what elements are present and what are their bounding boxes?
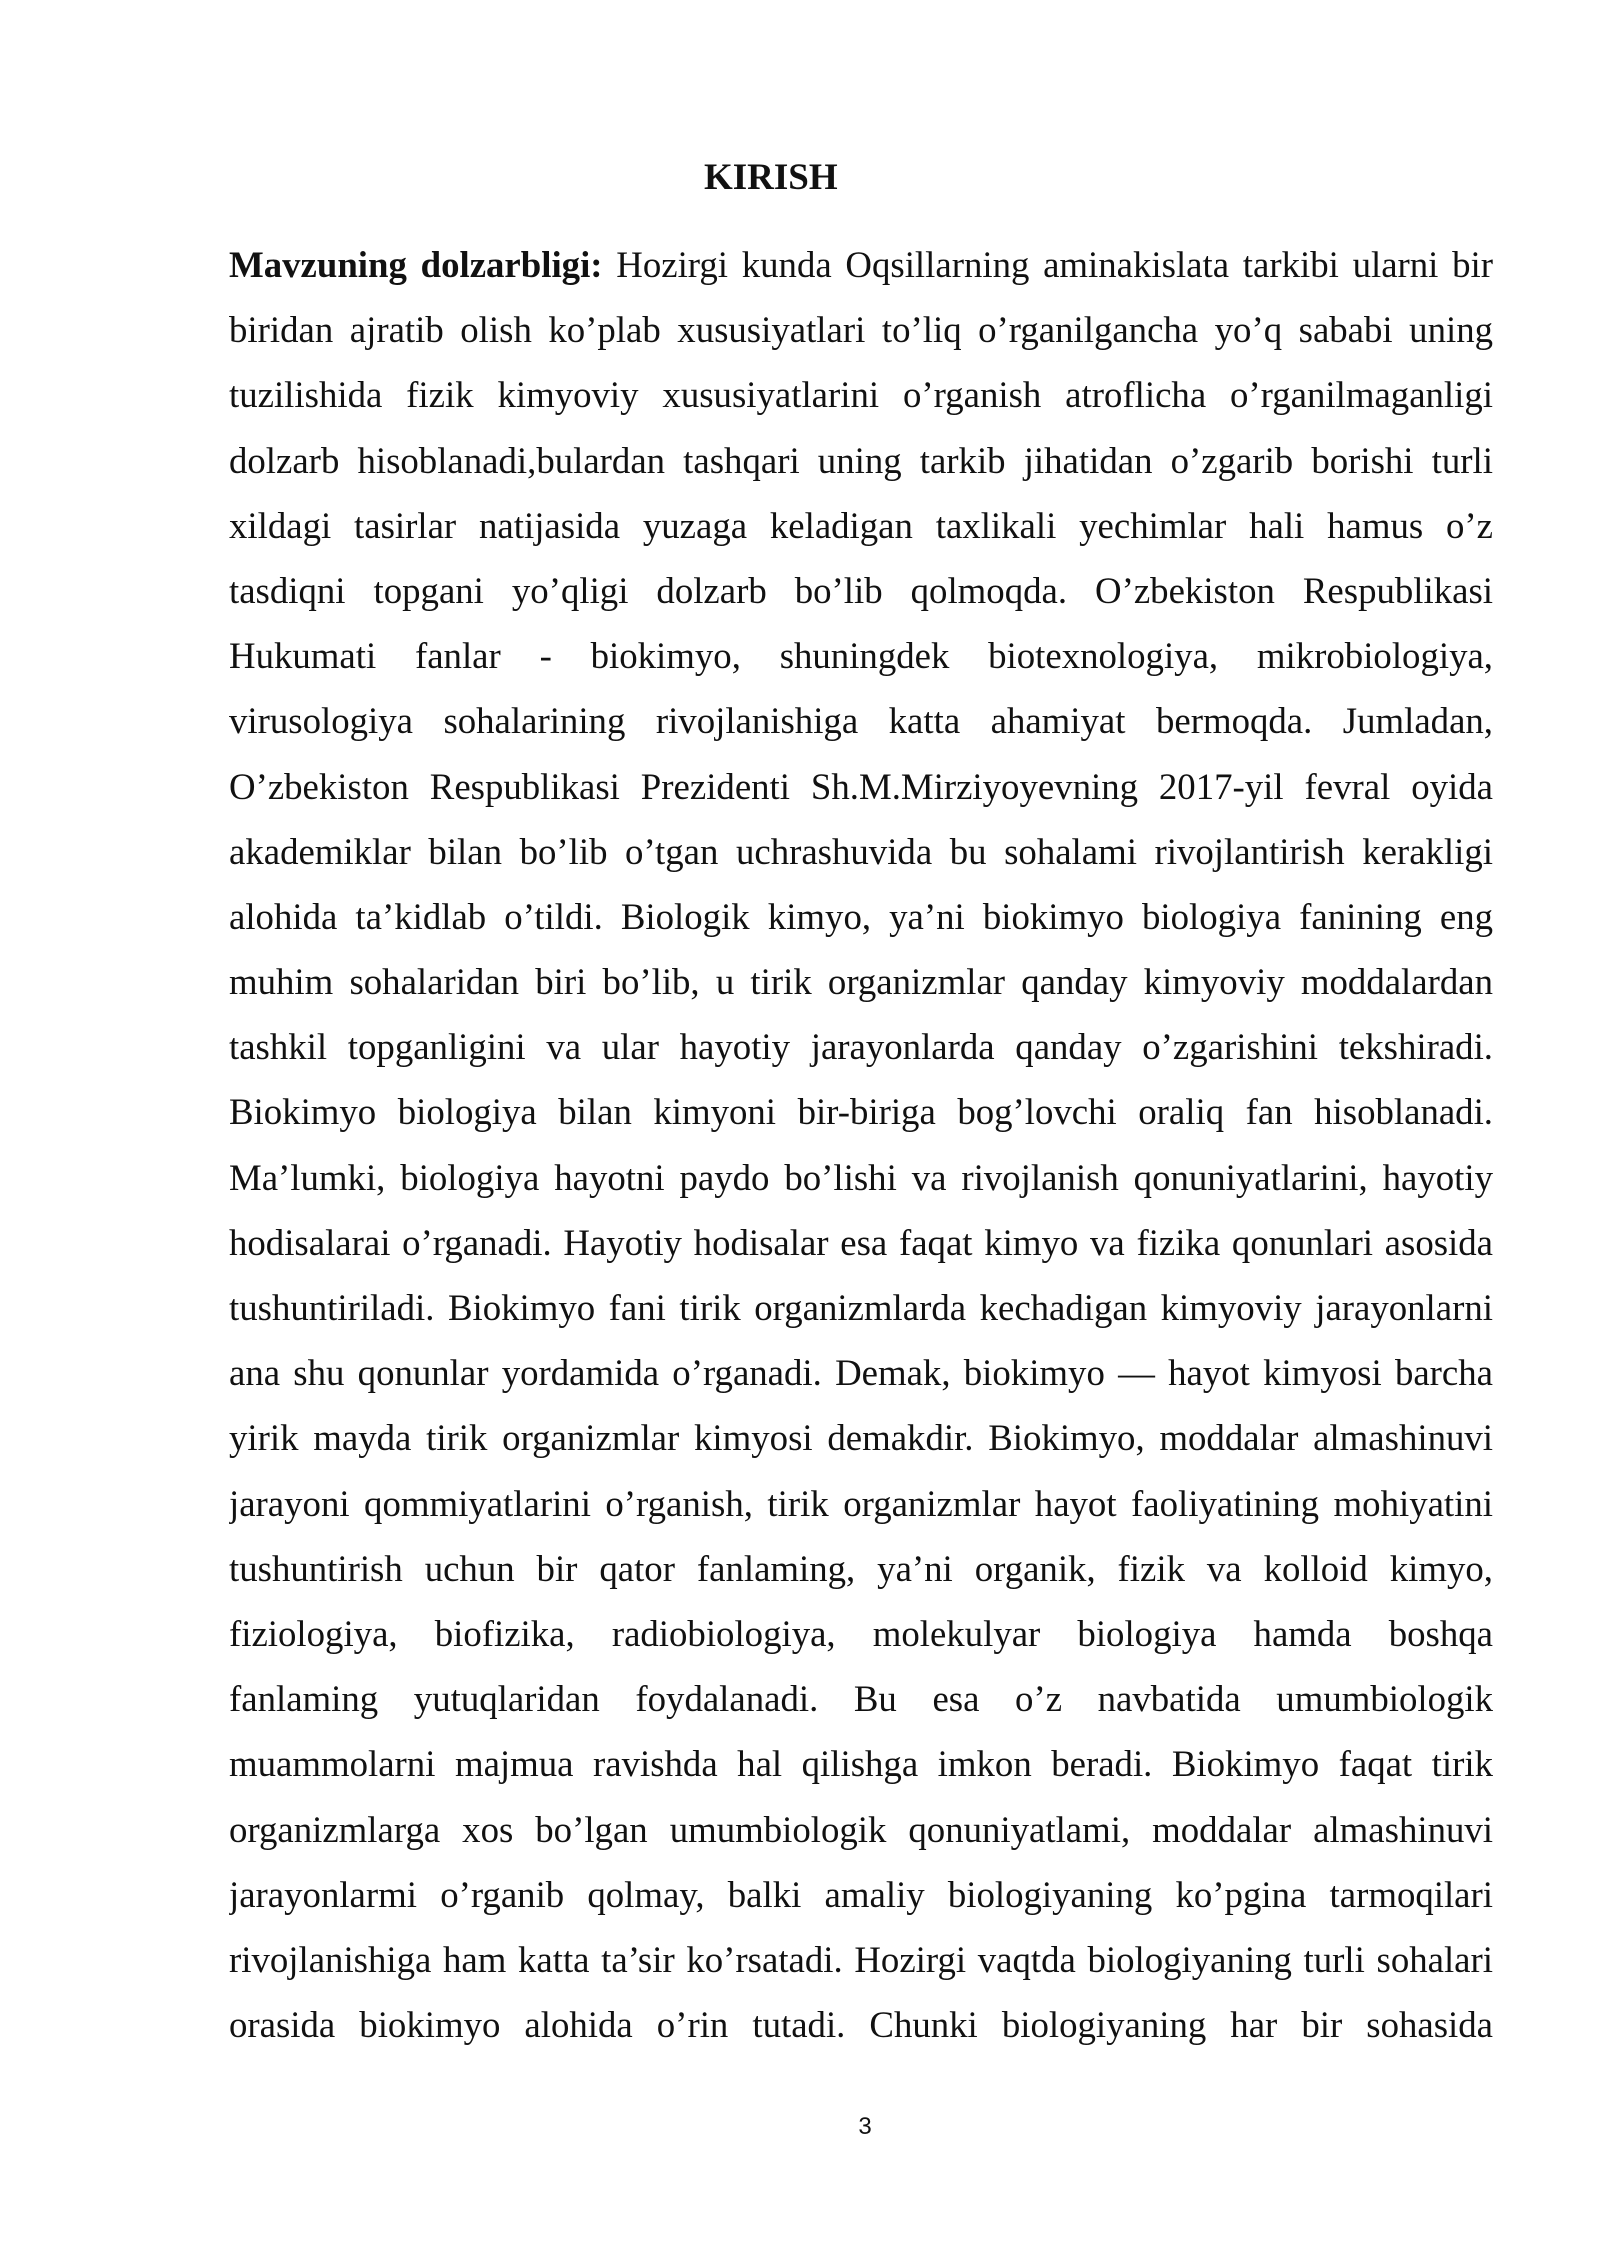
body-line: fanlaming yutuqlaridan foydalanadi. Bu esa o’z navbatida umumbiologik: [229, 1678, 1493, 1720]
body-line: ana shu qonunlar yordamida o’rganadi. Demak, biokimyo — hayot kimyosi barcha: [229, 1352, 1493, 1394]
body-line: tashkil topganligini va ular hayotiy jarayonlarda qanday o’zgarishini tekshiradi.: [229, 1026, 1493, 1068]
body-line: [229, 232, 1493, 297]
body-line: akademiklar bilan bo’lib o’tgan uchrashuvida bu sohalami rivojlantirish kerakligi: [229, 830, 1493, 872]
body-line: muhim sohalaridan biri bo’lib, u tirik organizmlar qanday kimyoviy moddalardan: [229, 961, 1493, 1003]
body-line: biridan ajratib olish ko’plab xususiyatlari to’liq o’rganilgancha yo’q sababi uning: [229, 309, 1493, 351]
body-line: O’zbekiston Respublikasi Prezidenti Sh.M.Mirziyoyevning 2017-yil fevral oyida: [229, 765, 1493, 807]
body-line: Hukumati fanlar - biokimyo, shuningdek biotexnologiya, mikrobiologiya,: [229, 635, 1493, 677]
body-line: jarayoni qommiyatlarini o’rganish, tirik organizmlar hayot faoliyatining mohiyatini: [229, 1482, 1493, 1524]
body-line: organizmlarga xos bo’lgan umumbiologik qonuniyatlami, moddalar almashinuvi: [229, 1808, 1493, 1850]
body-line: tasdiqni topgani yo’qligi dolzarb bo’lib qolmoqda. O’zbekiston Respublikasi: [229, 569, 1493, 611]
document-title: KIRISH: [704, 157, 838, 198]
page-number: 3: [858, 2113, 872, 2140]
body-line: tuzilishida fizik kimyoviy xususiyatlarini o’rganish atroflicha o’rganilmaganligi: [229, 374, 1493, 416]
body-line: Biokimyo biologiya bilan kimyoni bir-biriga bog’lovchi oraliq fan hisoblanadi.: [229, 1091, 1493, 1133]
body-line: Ma’lumki, biologiya hayotni paydo bo’lishi va rivojlanish qonuniyatlarini, hayotiy: [229, 1156, 1493, 1198]
body-line: dolzarb hisoblanadi,bulardan tashqari uning tarkib jihatidan o’zgarib borishi turli: [229, 439, 1493, 481]
body-text: [229, 232, 1493, 2057]
body-line: alohida ta’kidlab o’tildi. Biologik kimyo, ya’ni biokimyo biologiya fanining eng: [229, 895, 1493, 937]
body-line-text: Hozirgi kunda Oqsillarning aminakislata tarkibi ularni bir: [616, 244, 1493, 285]
body-line: jarayonlarmi o’rganib qolmay, balki amaliy biologiyaning ko’pgina tarmoqilari: [229, 1873, 1493, 1915]
body-line: tushuntiriladi. Biokimyo fani tirik organizmlarda kechadigan kimyoviy jarayonlarni: [229, 1287, 1493, 1328]
body-line: rivojlanishiga ham katta ta’sir ko’rsatadi. Hozirgi vaqtda biologiyaning turli sohalari: [229, 1938, 1493, 1980]
body-line: virusologiya sohalarining rivojlanishiga katta ahamiyat bermoqda. Jumladan,: [229, 700, 1493, 742]
section-label: Mavzuning dolzarbligi:: [229, 244, 603, 285]
body-line: xildagi tasirlar natijasida yuzaga keladigan taxlikali yechimlar hali hamus o’z: [229, 504, 1493, 546]
body-line: tushuntirish uchun bir qator fanlaming, ya’ni organik, fizik va kolloid kimyo,: [229, 1547, 1493, 1589]
body-line: hodisalarai o’rganadi. Hayotiy hodisalar esa faqat kimyo va fizika qonunlari asosida: [229, 1221, 1493, 1263]
body-line: yirik mayda tirik organizmlar kimyosi demakdir. Biokimyo, moddalar almashinuvi: [229, 1417, 1493, 1459]
body-line: muammolarni majmua ravishda hal qilishga imkon beradi. Biokimyo faqat tirik: [229, 1743, 1493, 1785]
body-line: orasida biokimyo alohida o’rin tutadi. Chunki biologiyaning har bir sohasida: [229, 2004, 1493, 2046]
body-line: fiziologiya, biofizika, radiobiologiya, molekulyar biologiya hamda boshqa: [229, 1612, 1493, 1654]
